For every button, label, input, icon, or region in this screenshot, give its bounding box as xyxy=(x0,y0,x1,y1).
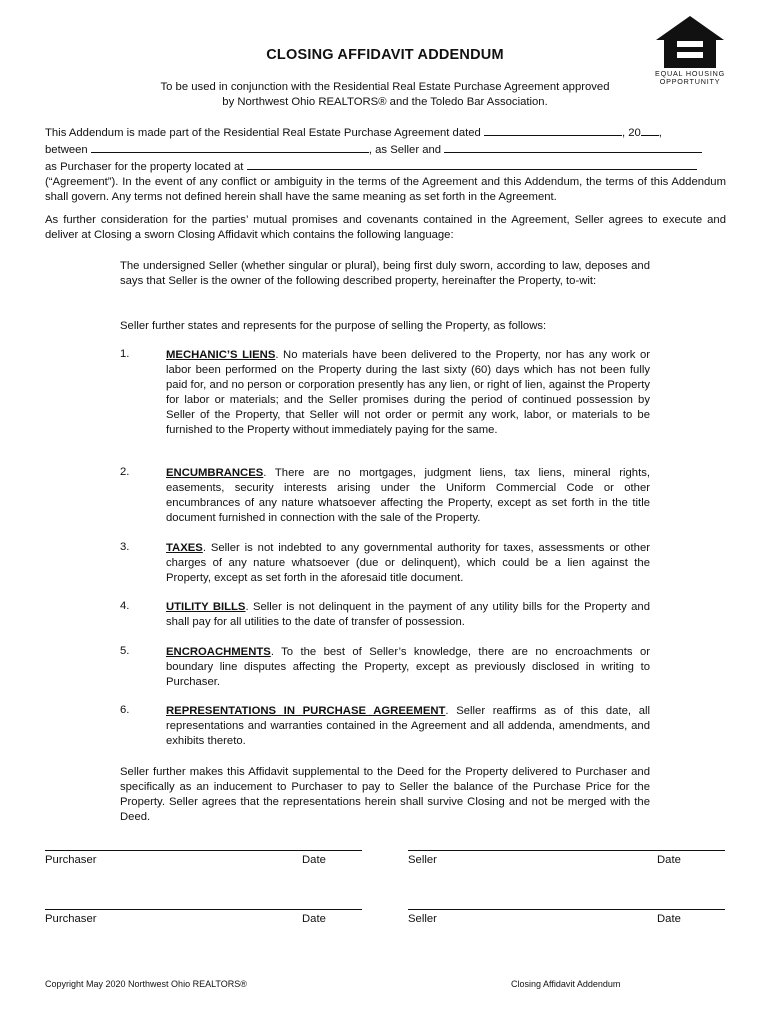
date-label: Date xyxy=(657,913,681,925)
intro-paragraph: This Addendum is made part of the Residential Real Estate Purchase Agreement dated , 20 , between , as Seller and as Purchaser for the property located at (“Agreement”). In the event of any conflict or ambiguity in the terms of the Agreement and this Addendum, the terms of this Addendum shall govern. Any terms not defined herein shall have the same meaning as set forth in the Agreement. xyxy=(45,124,726,205)
date-label: Date xyxy=(302,913,326,925)
item-number: 2. xyxy=(120,466,130,478)
agreement-date-field[interactable] xyxy=(484,124,622,136)
item-number: 6. xyxy=(120,704,130,716)
agreement-year-field[interactable] xyxy=(641,124,659,136)
item-taxes: TAXES. Seller is not indebted to any governmental authority for taxes, assessments or other charges of any nature whatsoever (due or delinquent), which could be a lien against the Property, except as set forth in the aforesaid title document. xyxy=(166,542,650,584)
purchaser-label: Purchaser xyxy=(45,913,97,925)
item-representations: REPRESENTATIONS IN PURCHASE AGREEMENT. Seller reaffirms as of this date, all representations and warranties contained in the Agreement and all addenda, amendments, and exhibits thereto. xyxy=(166,705,650,747)
footer-copyright: Copyright May 2020 Northwest Ohio REALTORS® xyxy=(45,979,247,989)
equal-housing-text: EQUAL HOUSING OPPORTUNITY xyxy=(654,69,726,86)
item-number: 4. xyxy=(120,600,130,612)
property-address-field[interactable] xyxy=(247,158,697,170)
item-number: 5. xyxy=(120,645,130,657)
date-label: Date xyxy=(302,854,326,866)
seller-name-field[interactable] xyxy=(91,141,369,153)
item-encroachments: ENCROACHMENTS. To the best of Seller’s knowledge, there are no encroachments or boundary line disputes affecting the Property, except as previously disclosed in writing to Purchaser. xyxy=(166,646,650,688)
subtitle: To be used in conjunction with the Residential Real Estate Purchase Agreement approved by Northwest Ohio REALTORS® and the Toledo Bar Association. xyxy=(160,81,610,108)
purchaser-label: Purchaser xyxy=(45,854,97,866)
item-utility-bills: UTILITY BILLS. Seller is not delinquent in the payment of any utility bills for the Property and shall pay for all utilities to the date of transfer of possession. xyxy=(166,601,650,628)
item-number: 1. xyxy=(120,348,130,360)
seller-signature-line-2[interactable] xyxy=(408,909,725,910)
item-encumbrances: ENCUMBRANCES. There are no mortgages, judgment liens, tax liens, mineral rights, easements, security interests arising under the Uniform Commercial Code or other encumbrances of any nature whatsoever affecting the Property, except as set forth in the title document furnished in connection with the sale of the Property. xyxy=(166,467,650,524)
seller-states: Seller further states and represents for the purpose of selling the Property, as follows: xyxy=(120,320,547,332)
purchaser-signature-line-2[interactable] xyxy=(45,909,362,910)
purchaser-name-field[interactable] xyxy=(444,141,702,153)
footer-doc-title: Closing Affidavit Addendum xyxy=(511,979,621,989)
purchaser-signature-line-1[interactable] xyxy=(45,850,362,851)
date-label: Date xyxy=(657,854,681,866)
seller-signature-line-1[interactable] xyxy=(408,850,725,851)
seller-label: Seller xyxy=(408,913,437,925)
document-title: CLOSING AFFIDAVIT ADDENDUM xyxy=(266,47,504,63)
consideration-paragraph: As further consideration for the parties’ mutual promises and covenants contained in the Agreement, Seller agrees to execute and deliver at Closing a sworn Closing Affidavit which contains the following language: xyxy=(45,214,726,241)
closing-paragraph: Seller further makes this Affidavit supplemental to the Deed for the Property delivered to Purchaser and specifically as an inducement to Purchaser to pay to Seller the balance of the Purchase Price for the Property. Seller agrees that the representations herein shall survive Closing and not be merged with the Deed. xyxy=(120,766,650,823)
seller-label: Seller xyxy=(408,854,437,866)
item-mechanics-liens: MECHANIC’S LIENS. No materials have been delivered to the Property, nor has any work or labor been performed on the Property during the last sixty (60) days which has not been fully paid for, and no person or corporation presently has any lien, or right of lien, against the Property for labor or materials; and the Seller promises during the period of continued possession by Seller of the Property, that Seller will not order or permit any work, labor, or materials to be furnished to the Property without immediately paying for the same. xyxy=(166,349,650,436)
item-number: 3. xyxy=(120,541,130,553)
house-icon xyxy=(654,14,726,70)
equal-housing-logo xyxy=(654,14,726,73)
affidavit-intro: The undersigned Seller (whether singular or plural), being first duly sworn, according to law, deposes and says that Seller is the owner of the following described property, hereinafter the Property, to-wit: xyxy=(120,260,650,287)
